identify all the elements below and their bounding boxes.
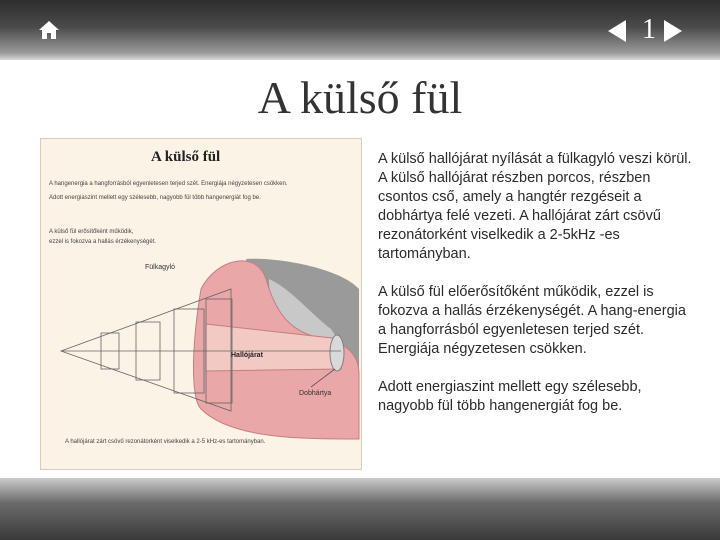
slide-text bbox=[378, 150, 698, 435]
arrow-right-icon[interactable] bbox=[662, 18, 684, 44]
top-bar bbox=[0, 0, 720, 60]
paragraph-2: A külső fül előerősítőként működik, ezzel is fokozva a hallás érzékenységét. A hang-energia a hangforrásból egyenletesen terjed szét. Energiája négyzetesen csökken. bbox=[378, 284, 686, 357]
label-hallojarat: Hallójárat bbox=[231, 352, 263, 359]
slide-title: A külső fül bbox=[257, 72, 463, 123]
eardrum bbox=[330, 335, 344, 371]
diagram-caption-3b: ezzel is fokozva a hallás érzékenységét. bbox=[49, 239, 157, 245]
home-icon[interactable] bbox=[38, 19, 60, 41]
diagram-caption-1: A hangenergia a hangforrásból egyenletesen terjed szét. Energiája négyzetesen csökken. bbox=[49, 181, 288, 187]
diagram-footer: A hallójárat zárt csövű rezonátorként viselkedik a 2-5 kHz-es tartományban. bbox=[65, 439, 266, 445]
diagram-caption-2: Adott energiaszint mellett egy szélesebb, nagyobb fül több hangenergiát fog be. bbox=[49, 195, 261, 201]
paragraph-1: A külső hallójárat nyílását a fülkagyló veszi körül. A külső hallójárat részben porcos, részben csontos cső, amely a hangtér rezgéseit a dobhártya felé vezeti. A hallójárat zárt csövű rezonátorként viselkedik a 2-5kHz -es tartományban. bbox=[378, 151, 692, 262]
ear-diagram bbox=[40, 138, 362, 470]
diagram-caption-3a: A külső fül erősítőként működik, bbox=[49, 229, 134, 235]
page-number: 1 bbox=[642, 14, 656, 45]
arrow-left-icon[interactable] bbox=[606, 18, 628, 44]
bottom-bar bbox=[0, 478, 720, 540]
label-dobhartya: Dobhártya bbox=[299, 390, 332, 397]
diagram-heading: A külső fül bbox=[151, 149, 221, 165]
paragraph-3: Adott energiaszint mellett egy szélesebb, nagyobb fül több hangenergiát fog be. bbox=[378, 379, 642, 414]
label-fulkagylo: Fülkagyló bbox=[145, 264, 175, 271]
